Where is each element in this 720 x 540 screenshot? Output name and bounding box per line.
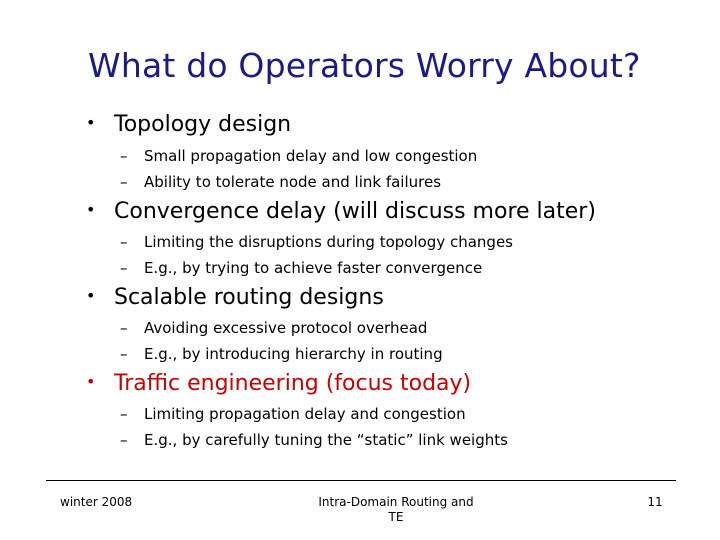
slide-number: 11 bbox=[647, 495, 663, 509]
sub-bullet-item bbox=[120, 173, 441, 191]
sub-bullet-glyph: – bbox=[120, 233, 128, 251]
sub-bullet-item bbox=[120, 345, 443, 363]
sub-bullet-item bbox=[120, 259, 482, 277]
bullet-glyph: • bbox=[86, 286, 96, 305]
bullet-item bbox=[86, 285, 384, 310]
sub-bullet-text: Avoiding excessive protocol overhead bbox=[144, 319, 428, 337]
sub-bullet-text: E.g., by trying to achieve faster convergence bbox=[144, 259, 483, 277]
sub-bullet-text: Limiting the disruptions during topology changes bbox=[144, 233, 513, 251]
sub-bullet-text: Ability to tolerate node and link failures bbox=[144, 173, 442, 191]
sub-bullet-glyph: – bbox=[120, 431, 128, 449]
footer-date: winter 2008 bbox=[60, 495, 133, 509]
sub-bullet-text: Limiting propagation delay and congestion bbox=[144, 405, 466, 423]
sub-bullet-glyph: – bbox=[120, 173, 128, 191]
sub-bullet-item bbox=[120, 147, 477, 165]
slide-title: What do Operators Worry About? bbox=[88, 46, 641, 85]
footer-title: Intra-Domain Routing and TE bbox=[318, 495, 474, 524]
sub-bullet-item bbox=[120, 233, 513, 251]
sub-bullet-text: Small propagation delay and low congestion bbox=[144, 147, 478, 165]
bullet-text: Traffic engineering (focus today) bbox=[114, 371, 472, 396]
sub-bullet-text: E.g., by carefully tuning the “static” link weights bbox=[144, 431, 508, 449]
sub-bullet-item bbox=[120, 431, 508, 449]
sub-bullet-glyph: – bbox=[120, 147, 128, 165]
sub-bullet-item bbox=[120, 319, 427, 337]
bullet-glyph: • bbox=[86, 372, 96, 391]
bullet-text: Topology design bbox=[114, 112, 292, 137]
bullet-item bbox=[86, 112, 291, 137]
bullet-text: Convergence delay (will discuss more later) bbox=[114, 199, 596, 224]
sub-bullet-glyph: – bbox=[120, 345, 128, 363]
sub-bullet-glyph: – bbox=[120, 319, 128, 337]
bullet-item-highlighted bbox=[86, 371, 471, 396]
bullet-glyph: • bbox=[86, 200, 96, 219]
sub-bullet-glyph: – bbox=[120, 405, 128, 423]
sub-bullet-text: E.g., by introducing hierarchy in routing bbox=[144, 345, 443, 363]
footer-divider bbox=[46, 480, 676, 481]
bullet-text: Scalable routing designs bbox=[114, 285, 384, 310]
bullet-glyph: • bbox=[86, 113, 96, 132]
sub-bullet-item bbox=[120, 405, 466, 423]
sub-bullet-glyph: – bbox=[120, 259, 128, 277]
bullet-item bbox=[86, 199, 596, 224]
